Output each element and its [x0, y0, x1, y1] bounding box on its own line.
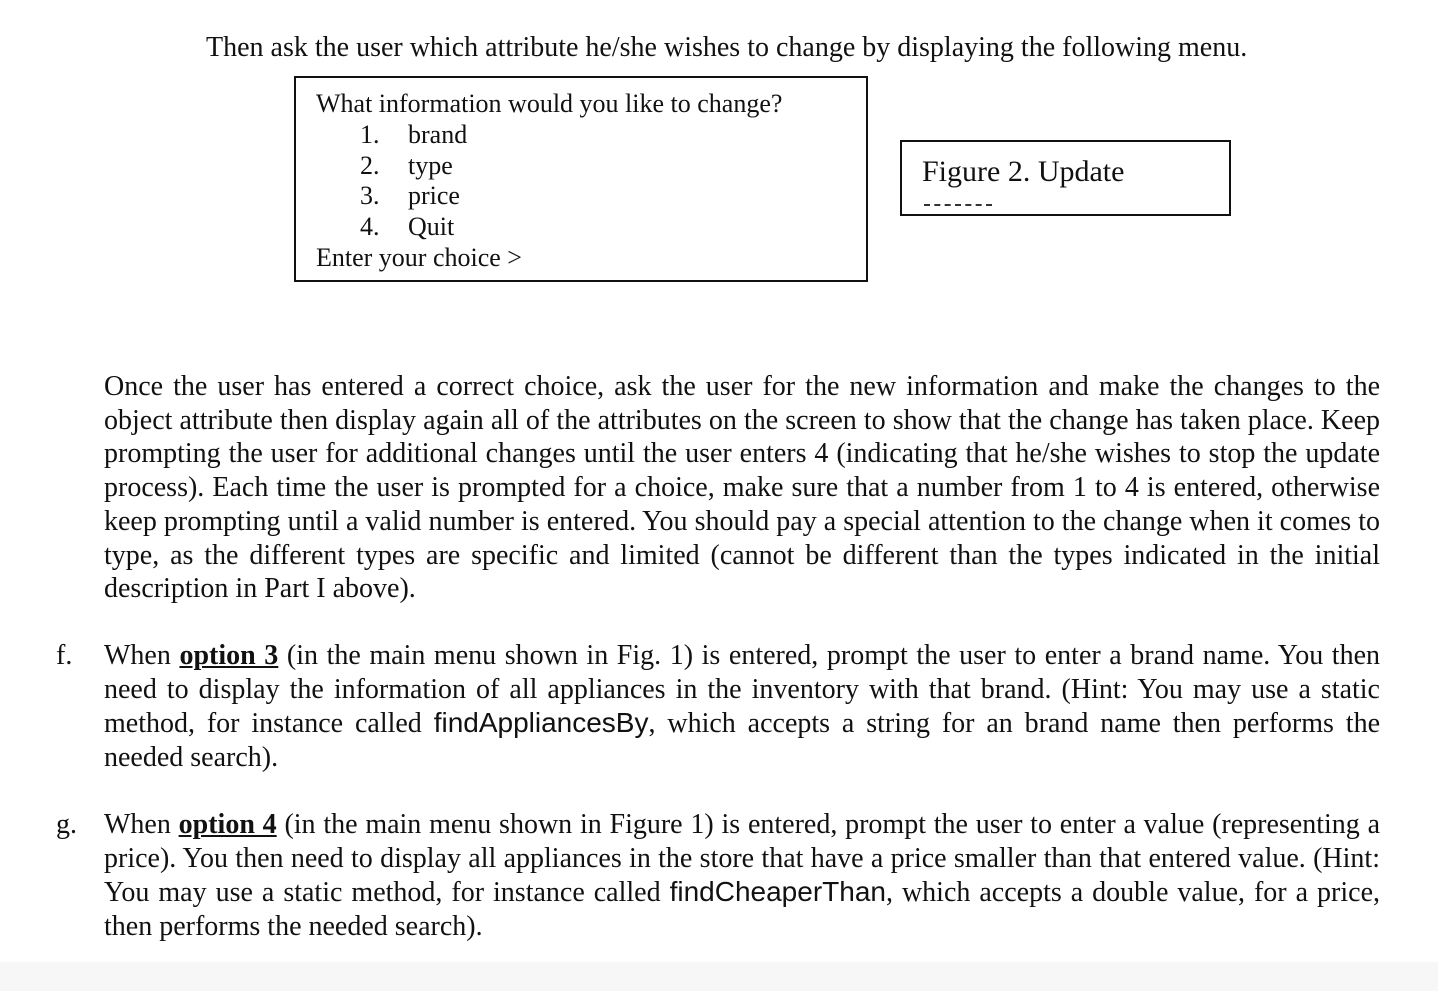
menu-option-type	[360, 151, 467, 182]
menu-option-label: type	[408, 150, 453, 180]
caption-overflow-mark	[924, 204, 992, 206]
text-segment: , which accepts a double value, for a price, then performs the needed search).	[104, 877, 1380, 943]
menu-option-label: Quit	[408, 211, 455, 241]
update-menu-box	[294, 76, 868, 282]
menu-option-number: 1.	[360, 120, 380, 149]
figure-caption: Figure 2. Update	[922, 155, 1125, 188]
method-name: findAppliancesBy	[433, 707, 649, 739]
update-instructions-paragraph: Once the user has entered a correct choice, ask the user for the new information and make the changes to the object attribute then display again all of the attributes on the screen to show that the change has taken place. Keep prompting the user for additional changes until the user enters 4 (indicating that he/she wishes to stop the update process). Each time the user is prompted for a choice, make sure that a number from 1 to 4 is entered, otherwise keep prompting until a valid number is entered. You should pay a special attention to the change when it comes to type, as the different types are specific and limited (cannot be different than the types indicated in the initial description in Part I above).	[104, 371, 1380, 605]
list-item-text	[104, 808, 1380, 944]
text-segment: (in the main menu shown in Fig. 1) is entered, prompt the user to enter a brand name. You then need to display the information of all appliances in the inventory with that brand. (Hint: You may use a static method, for instance called	[104, 640, 1381, 740]
menu-prompt: Enter your choice >	[316, 243, 522, 272]
menu-option-price	[360, 181, 467, 212]
text-segment: , which accepts a string for an brand name then performs the needed search).	[104, 708, 1380, 774]
page-bottom-edge	[0, 962, 1438, 991]
list-marker: f.	[56, 640, 73, 671]
menu-option-label: brand	[408, 120, 468, 149]
menu-option-label: price	[408, 181, 460, 210]
text-segment: (in the main menu shown in Figure 1) is entered, prompt the user to enter a value (representing a price). You then need to display all appliances in the store that have a price smaller than that entered value. (Hint: You may use a static method, for instance called	[104, 809, 1380, 909]
menu-option-number: 3.	[360, 181, 380, 210]
menu-option-quit	[360, 212, 467, 243]
text-segment: When	[104, 809, 179, 840]
menu-option-number: 4.	[360, 211, 380, 241]
list-item-text	[104, 639, 1380, 775]
figure-caption-box	[900, 140, 1231, 216]
text-segment: When	[104, 640, 180, 671]
option-reference: option 3	[179, 640, 279, 671]
menu-option-number: 2.	[360, 150, 380, 180]
intro-sentence: Then ask the user which attribute he/she wishes to change by displaying the following menu.	[206, 32, 1248, 63]
menu-option-brand	[360, 120, 467, 151]
menu-options-list	[360, 120, 467, 242]
list-marker: g.	[56, 809, 77, 840]
menu-question: What information would you like to change?	[316, 89, 783, 118]
method-name: findCheaperThan	[669, 876, 886, 908]
option-reference: option 4	[178, 809, 277, 840]
